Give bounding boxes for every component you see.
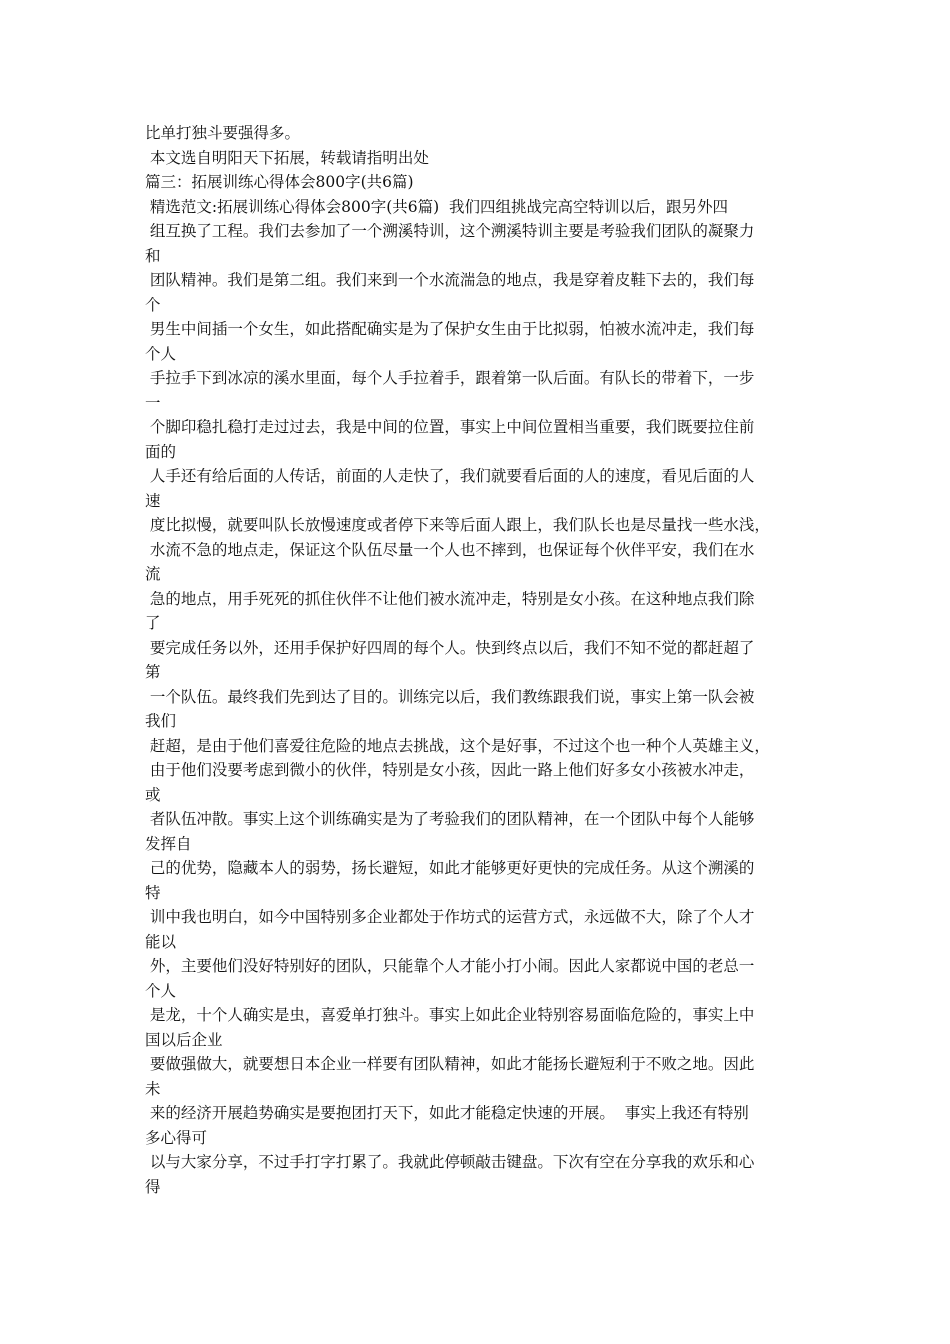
text-line: 水流不急的地点走，保证这个队伍尽量一个人也不摔到，也保证每个伙伴平安，我们在水 — [145, 540, 755, 559]
text-line: 己的优势，隐藏本人的弱势，扬长避短，如此才能够更好更快的完成任务。从这个溯溪的 — [145, 859, 755, 877]
text-line: 得 — [145, 1177, 161, 1196]
text-line: 个 — [145, 295, 161, 314]
text-line: 精选范文:拓展训练心得体会800字(共6篇) 我们四组挑战完高空特训以后，跟另外四 — [145, 197, 729, 216]
text-line: 训中我也明白，如今中国特别多企业都处于作坊式的运营方式，永远做不大，除了个人才 — [145, 908, 755, 926]
text-line: 本文选自明阳天下拓展，转载请指明出处 — [145, 148, 429, 167]
text-line: 国以后企业 — [145, 1030, 223, 1049]
text-line: 和 — [145, 246, 161, 265]
text-line: 了 — [145, 614, 161, 632]
text-line: 外，主要他们没好特别好的团队，只能靠个人才能小打小闹。因此人家都说中国的老总一 — [145, 957, 755, 975]
text-line: 急的地点，用手死死的抓住伙伴不让他们被水流冲走，特别是女小孩。在这种地点我们除 — [145, 589, 755, 608]
text-line: 者队伍冲散。事实上这个训练确实是为了考验我们的团队精神，在一个团队中每个人能够 — [145, 810, 755, 828]
text-line: 一个队伍。最终我们先到达了目的。训练完以后，我们教练跟我们说，事实上第一队会被 — [145, 687, 755, 706]
text-line: 以与大家分享，不过手打字打累了。我就此停顿敲击键盘。下次有空在分享我的欢乐和心 — [145, 1153, 755, 1171]
text-line: 比单打独斗要强得多。 — [145, 124, 301, 142]
text-line: 一 — [145, 393, 161, 412]
text-line: 发挥自 — [145, 834, 192, 853]
text-line: 男生中间插一个女生，如此搭配确实是为了保护女生由于比拟弱，怕被水流冲走，我们每 — [145, 320, 755, 338]
text-line: 团队精神。我们是第二组。我们来到一个水流湍急的地点，我是穿着皮鞋下去的，我们每 — [145, 271, 755, 289]
text-line: 多心得可 — [145, 1128, 208, 1147]
text-line: 个人 — [145, 344, 177, 363]
text-line: 人手还有给后面的人传话，前面的人走快了，我们就要看后面的人的速度，看见后面的人 — [145, 467, 755, 485]
text-line: 我们 — [145, 712, 177, 730]
document-body — [145, 121, 825, 1199]
text-line: 流 — [145, 565, 161, 583]
text-line: 未 — [145, 1079, 161, 1098]
text-line: 由于他们没要考虑到微小的伙伴，特别是女小孩，因此一路上他们好多女小孩被水冲走， — [145, 761, 755, 779]
text-line: 或 — [145, 785, 161, 804]
text-line: 面的 — [145, 442, 177, 461]
text-line: 组互换了工程。我们去参加了一个溯溪特训，这个溯溪特训主要是考验我们团队的凝聚力 — [145, 222, 755, 240]
text-line: 来的经济开展趋势确实是要抱团打天下，如此才能稳定快速的开展。 事实上我还有特别 — [145, 1104, 749, 1122]
text-line: 度比拟慢，就要叫队长放慢速度或者停下来等后面人跟上，我们队长也是尽量找一些水浅， — [145, 516, 770, 534]
text-line: 特 — [145, 883, 161, 902]
text-line: 是龙，十个人确实是虫，喜爱单打独斗。事实上如此企业特别容易面临危险的，事实上中 — [145, 1006, 755, 1024]
text-line: 要完成任务以外，还用手保护好四周的每个人。快到终点以后，我们不知不觉的都赶超了 — [145, 638, 755, 657]
text-line: 个人 — [145, 981, 177, 1000]
text-line: 手拉手下到冰凉的溪水里面，每个人手拉着手，跟着第一队后面。有队长的带着下，一步 — [145, 369, 755, 387]
text-line: 个脚印稳扎稳打走过过去，我是中间的位置，事实上中间位置相当重要，我们既要拉住前 — [145, 418, 755, 436]
text-line: 要做强做大，就要想日本企业一样要有团队精神，如此才能扬长避短利于不败之地。因此 — [145, 1055, 755, 1073]
text-line: 赶超，是由于他们喜爱往危险的地点去挑战，这个是好事，不过这个也一种个人英雄主义， — [145, 736, 770, 755]
text-line: 能以 — [145, 932, 177, 951]
text-line: 速 — [145, 491, 161, 510]
section-heading: 篇三：拓展训练心得体会800字(共6篇) — [145, 173, 414, 191]
text-line: 第 — [145, 663, 161, 681]
